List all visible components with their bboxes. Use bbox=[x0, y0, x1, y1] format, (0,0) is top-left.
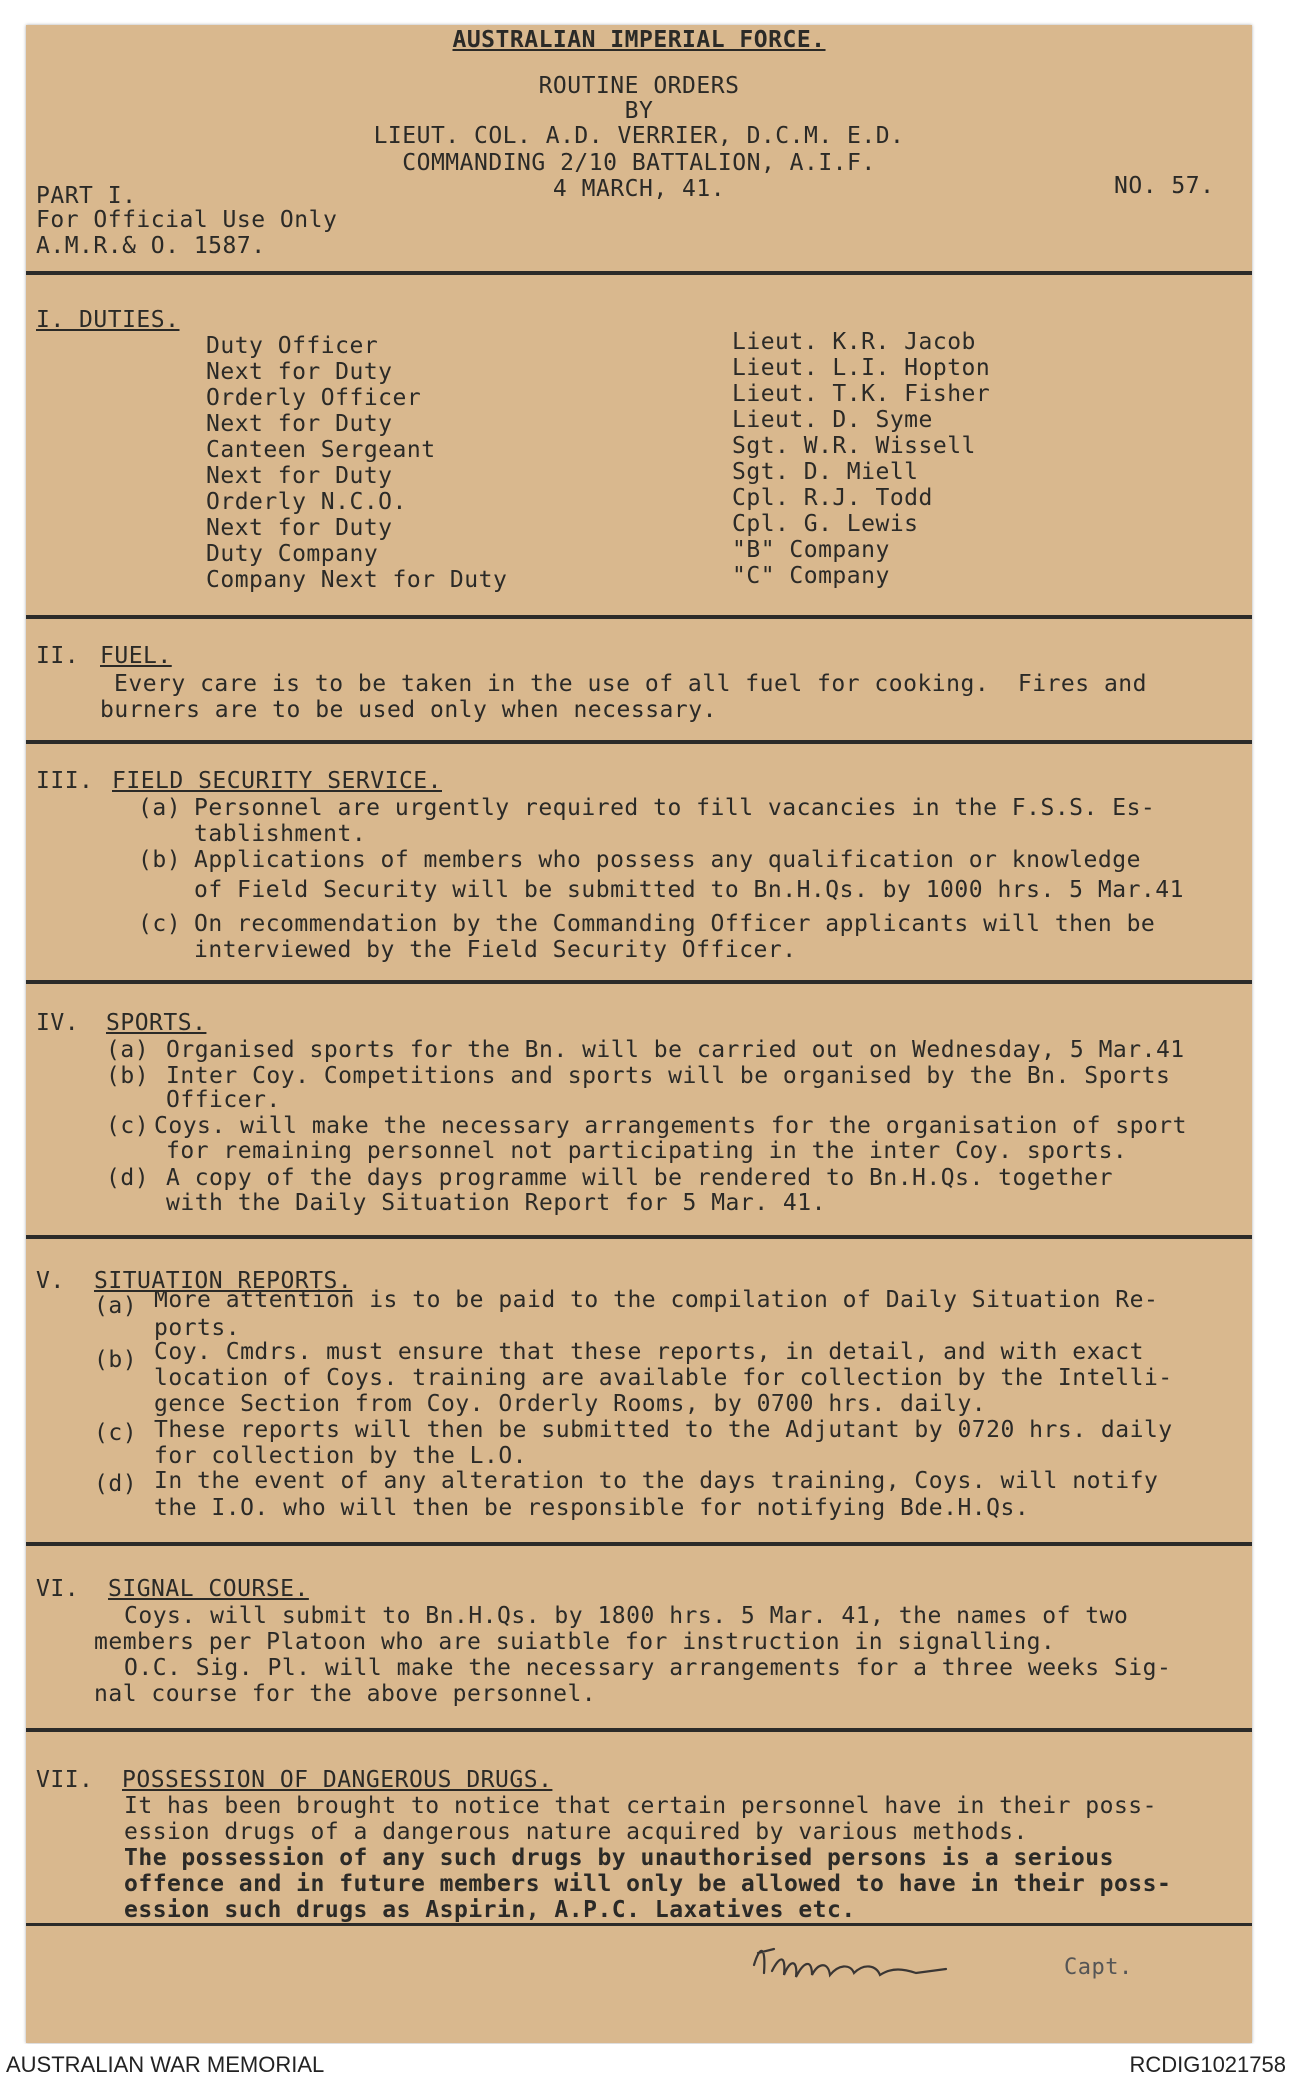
divider bbox=[26, 740, 1252, 744]
situation-number: V. bbox=[36, 1268, 65, 1294]
signature-image bbox=[746, 1925, 1036, 2005]
commanding-officer: LIEUT. COL. A.D. VERRIER, D.C.M. E.D. bbox=[373, 123, 905, 149]
duty-role: Orderly N.C.O. bbox=[206, 489, 407, 515]
duty-assignee: Cpl. R.J. Todd bbox=[732, 485, 933, 511]
sports-item-line: Organised sports for the Bn. will be carried out on Wednesday, 5 Mar.41 bbox=[166, 1037, 1185, 1063]
duty-role: Canteen Sergeant bbox=[206, 437, 436, 463]
situation-item-label: (a) bbox=[94, 1293, 138, 1319]
official-use-label: For Official Use Only bbox=[36, 207, 338, 233]
sports-item-label: (a) bbox=[106, 1037, 150, 1063]
divider bbox=[26, 615, 1252, 619]
situation-item-line: for collection by the L.O. bbox=[154, 1443, 528, 1469]
situation-item-line: In the event of any alteration to the days training, Coys. will notify bbox=[154, 1468, 1159, 1494]
part-label: PART I. bbox=[36, 183, 137, 209]
drugs-line: offence and in future members will only be allowed to have in their poss- bbox=[124, 1871, 1172, 1897]
duty-role: Company Next for Duty bbox=[206, 567, 508, 593]
unit-line: COMMANDING 2/10 BATTALION, A.I.F. bbox=[402, 150, 876, 176]
duty-role: Next for Duty bbox=[206, 463, 393, 489]
footer-bar bbox=[0, 2044, 1294, 2081]
title-by: BY bbox=[624, 98, 654, 124]
duty-assignee: Lieut. D. Syme bbox=[732, 407, 933, 433]
situation-item-line: ports. bbox=[154, 1315, 241, 1341]
fss-item-line: Applications of members who possess any qualification or knowledge bbox=[194, 847, 1141, 873]
situation-heading: SITUATION REPORTS. bbox=[94, 1268, 353, 1294]
signal-line: members per Platoon who are suiatble for instruction in signalling. bbox=[94, 1629, 1056, 1655]
fss-item-label: (c) bbox=[138, 911, 182, 937]
fuel-line: Every care is to be taken in the use of all fuel for cooking. Fires and bbox=[114, 671, 1147, 697]
fss-heading: FIELD SECURITY SERVICE. bbox=[112, 768, 442, 794]
divider bbox=[26, 980, 1252, 984]
sports-heading: SPORTS. bbox=[106, 1010, 207, 1036]
drugs-line: The possession of any such drugs by unauthorised persons is a serious bbox=[124, 1845, 1114, 1871]
duty-role: Orderly Officer bbox=[206, 385, 422, 411]
fss-item-label: (a) bbox=[138, 795, 182, 821]
duty-role: Next for Duty bbox=[206, 411, 393, 437]
situation-item-line: the I.O. who will then be responsible for notifying Bde.H.Qs. bbox=[154, 1495, 1030, 1521]
duty-role: Next for Duty bbox=[206, 515, 393, 541]
sports-number: IV. bbox=[36, 1010, 80, 1036]
fss-item-label: (b) bbox=[138, 847, 182, 873]
signal-heading: SIGNAL COURSE. bbox=[108, 1576, 309, 1602]
sports-item-label: (d) bbox=[106, 1165, 150, 1191]
drugs-line: ession drugs of a dangerous nature acquired by various methods. bbox=[124, 1819, 1028, 1845]
signal-line: nal course for the above personnel. bbox=[94, 1681, 597, 1707]
duty-assignee: "B" Company bbox=[732, 537, 890, 563]
force-heading: AUSTRALIAN IMPERIAL FORCE. bbox=[452, 27, 826, 53]
sports-item-line: for remaining personnel not participating in the inter Coy. sports. bbox=[166, 1138, 1128, 1164]
order-date: 4 MARCH, 41. bbox=[552, 176, 726, 202]
divider bbox=[26, 1542, 1252, 1546]
situation-item-line: location of Coys. training are available for collection by the Intelli- bbox=[154, 1365, 1173, 1391]
situation-item-line: These reports will then be submitted to the Adjutant by 0720 hrs. daily bbox=[154, 1417, 1173, 1443]
fss-item-line: On recommendation by the Commanding Officer applicants will then be bbox=[194, 911, 1156, 937]
signature-rank: Capt. bbox=[1064, 1955, 1133, 1980]
fss-item-line: tablishment. bbox=[194, 821, 367, 847]
footer-id: RCDIG1021758 bbox=[1129, 2052, 1286, 2077]
sports-item-label: (b) bbox=[106, 1063, 150, 1089]
duty-assignee: Lieut. T.K. Fisher bbox=[732, 381, 991, 407]
duty-assignee: "C" Company bbox=[732, 563, 890, 589]
sports-item-line: Inter Coy. Competitions and sports will be organised by the Bn. Sports bbox=[166, 1063, 1171, 1089]
divider bbox=[26, 1235, 1252, 1239]
fss-item-line: interviewed by the Field Security Officer. bbox=[194, 937, 797, 963]
sports-item-line: Officer. bbox=[166, 1087, 281, 1113]
divider bbox=[26, 271, 1252, 275]
drugs-line: It has been brought to notice that certain personnel have in their poss- bbox=[124, 1793, 1157, 1819]
duty-role: Duty Officer bbox=[206, 333, 379, 359]
fss-item-line: of Field Security will be submitted to Bn.H.Qs. by 1000 hrs. 5 Mar.41 bbox=[194, 877, 1184, 903]
fuel-number: II. bbox=[36, 643, 80, 669]
document-title: ROUTINE ORDERS bbox=[538, 73, 740, 99]
situation-item-label: (c) bbox=[94, 1420, 138, 1446]
signal-number: VI. bbox=[36, 1576, 80, 1602]
duty-assignee: Lieut. K.R. Jacob bbox=[732, 329, 976, 355]
fss-number: III. bbox=[36, 768, 94, 794]
situation-item-line: gence Section from Coy. Orderly Rooms, by 0700 hrs. daily. bbox=[154, 1391, 987, 1417]
footer-source: AUSTRALIAN WAR MEMORIAL bbox=[6, 2052, 325, 2077]
document-page bbox=[26, 25, 1252, 2043]
reference-label: A.M.R.& O. 1587. bbox=[36, 233, 266, 259]
duty-assignee: Sgt. W.R. Wissell bbox=[732, 433, 976, 459]
situation-item-line: More attention is to be paid to the compilation of Daily Situation Re- bbox=[154, 1287, 1159, 1313]
duty-assignee: Lieut. L.I. Hopton bbox=[732, 355, 991, 381]
drugs-heading: POSSESSION OF DANGEROUS DRUGS. bbox=[122, 1767, 553, 1793]
sports-item-line: Coys. will make the necessary arrangements for the organisation of sport bbox=[154, 1113, 1187, 1139]
divider bbox=[26, 1728, 1252, 1732]
duty-role: Duty Company bbox=[206, 541, 379, 567]
signal-line: O.C. Sig. Pl. will make the necessary arrangements for a three weeks Sig- bbox=[124, 1655, 1172, 1681]
situation-item-label: (b) bbox=[94, 1347, 138, 1373]
fuel-heading: FUEL. bbox=[100, 643, 172, 669]
duty-assignee: Cpl. G. Lewis bbox=[732, 511, 919, 537]
situation-item-line: Coy. Cmdrs. must ensure that these reports, in detail, and with exact bbox=[154, 1339, 1144, 1365]
fss-item-line: Personnel are urgently required to fill vacancies in the F.S.S. Es- bbox=[194, 795, 1156, 821]
drugs-number: VII. bbox=[36, 1767, 94, 1793]
sports-item-line: A copy of the days programme will be rendered to Bn.H.Qs. together bbox=[166, 1165, 1113, 1191]
sports-item-line: with the Daily Situation Report for 5 Mar. 41. bbox=[166, 1190, 826, 1216]
duty-assignee: Sgt. D. Miell bbox=[732, 459, 919, 485]
drugs-line: ession such drugs as Aspirin, A.P.C. Laxatives etc. bbox=[124, 1897, 856, 1923]
sports-item-label: (c) bbox=[106, 1113, 150, 1139]
duty-role: Next for Duty bbox=[206, 359, 393, 385]
signal-line: Coys. will submit to Bn.H.Qs. by 1800 hrs. 5 Mar. 41, the names of two bbox=[124, 1603, 1129, 1629]
duties-heading: I. DUTIES. bbox=[36, 307, 180, 333]
situation-item-label: (d) bbox=[94, 1471, 138, 1497]
order-number: NO. 57. bbox=[1114, 173, 1215, 199]
divider bbox=[26, 1923, 1252, 1926]
fuel-line: burners are to be used only when necessary. bbox=[100, 697, 717, 723]
